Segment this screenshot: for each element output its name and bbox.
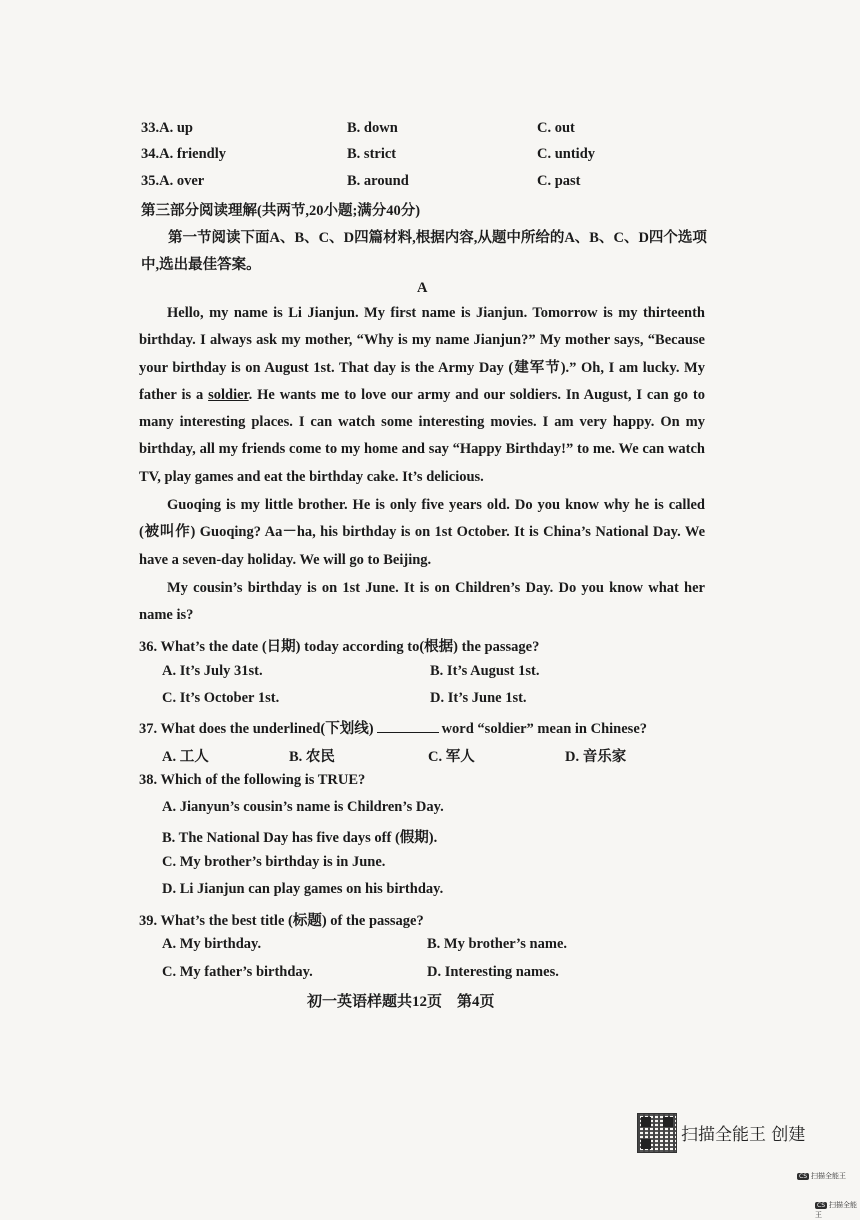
question-37-option-b: B. 农民 — [289, 749, 335, 765]
question-38-option-a: A. Jianyun’s cousin’s name is Children’s Day. — [162, 799, 444, 815]
passage-paragraph-2: Guoqing is my little brother. He is only five years old. Do you know why he is called (被叫作) Guoqing? Aa－ha, his birthday is on 1st October. It is China’s National Day. We have a seven-day holiday. We will go to Beijing. — [139, 497, 705, 568]
section-instruction-line1: 第一节阅读下面A、B、C、D四篇材料,根据内容,从题中所给的A、B、C、D四个选项 — [168, 230, 707, 246]
cs-logo-icon: CS — [817, 1202, 825, 1209]
answer-blank — [377, 720, 439, 733]
question-37-option-c: C. 军人 — [428, 749, 475, 765]
page-footer: 初一英语样题共12页 第4页 — [307, 994, 495, 1010]
question-36-option-d: D. It’s June 1st. — [430, 690, 527, 706]
question-36-stem: 36. What’s the date (日期) today according to(根据) the passage? — [139, 639, 540, 655]
scanner-watermark-text: 扫描全能王 创建 — [681, 1125, 806, 1145]
underlined-word-soldier: soldier — [208, 386, 249, 403]
question-39-stem: 39. What’s the best title (标题) of the passage? — [139, 913, 424, 929]
option-35-b: B. around — [347, 173, 409, 189]
section-heading: 第三部分阅读理解(共两节,20小题;满分40分) — [141, 203, 421, 219]
option-34-c: C. untidy — [537, 146, 596, 162]
question-38-stem: 38. Which of the following is TRUE? — [139, 772, 366, 788]
question-38-option-d: D. Li Jianjun can play games on his birthday. — [162, 881, 444, 897]
scanner-logo-2: CS 扫描全能王 — [815, 1201, 857, 1219]
passage-label: A — [417, 280, 428, 296]
option-35-a: 35.A. over — [141, 173, 205, 189]
question-39-option-b: B. My brother’s name. — [427, 936, 568, 952]
option-33-c: C. out — [537, 120, 575, 136]
question-36-option-a: A. It’s July 31st. — [162, 663, 263, 679]
scanner-logo-1: CS 扫描全能王 — [799, 1172, 846, 1180]
qr-code-icon — [637, 1113, 677, 1153]
option-35-c: C. past — [537, 173, 581, 189]
question-36-option-b: B. It’s August 1st. — [430, 663, 540, 679]
passage-paragraph-3: My cousin’s birthday is on 1st June. It is on Children’s Day. Do you know what her name is? — [139, 580, 705, 624]
question-38-option-c: C. My brother’s birthday is in June. — [162, 854, 386, 870]
question-37-stem: 37. What does the underlined(下划线) word “soldier” mean in Chinese? — [139, 721, 647, 737]
section-instruction-line2: 中,选出最佳答案。 — [141, 257, 261, 273]
question-39-option-a: A. My birthday. — [162, 936, 262, 952]
question-38-option-b: B. The National Day has five days off (假期). — [162, 830, 438, 846]
cs-logo-icon: CS — [799, 1173, 807, 1180]
question-39-option-d: D. Interesting names. — [427, 964, 559, 980]
question-37-option-a: A. 工人 — [162, 749, 209, 765]
option-33-a: 33.A. up — [141, 120, 193, 136]
passage-paragraph-1: Hello, my name is Li Jianjun. My first name is Jianjun. Tomorrow is my thirteenth birthday. I always ask my mother, “Why is my name Jianjun?” My mother says, “Because your birthday is on August 1st. That day is the Army Day (建军节).” Oh, I am lucky. My father is a soldier. He wants me to love our army and our soldiers. In August, I can go to many interesting places. I can watch some interesting movies. I am very happy. On my birthday, all my friends come to my home and say “Happy Birthday!” to me. We can watch TV, play games and eat the birthday cake. It’s delicious. — [139, 305, 705, 485]
option-34-b: B. strict — [347, 146, 397, 162]
question-39-option-c: C. My father’s birthday. — [162, 964, 313, 980]
option-33-b: B. down — [347, 120, 398, 136]
question-37-option-d: D. 音乐家 — [565, 749, 627, 765]
option-34-a: 34.A. friendly — [141, 146, 226, 162]
question-36-option-c: C. It’s October 1st. — [162, 690, 280, 706]
